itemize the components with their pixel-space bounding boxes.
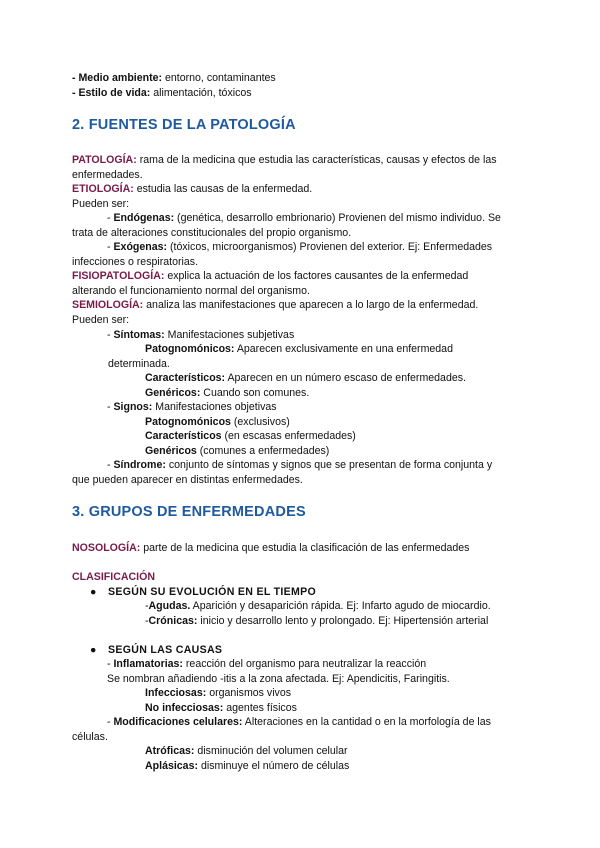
signos-genericos: [145, 444, 329, 458]
text: parte de la medicina que estudia la clasificación de las enfermedades: [140, 542, 470, 554]
sindrome-item-cont: que pueden aparecer en distintas enfermedades.: [72, 474, 303, 486]
label: Infecciosas:: [145, 687, 207, 699]
term: ETIOLOGÍA:: [72, 183, 134, 195]
dash: -: [107, 459, 114, 471]
label: Genéricos:: [145, 387, 201, 399]
term: FISIOPATOLOGÍA:: [72, 270, 165, 282]
dash: -: [107, 401, 114, 413]
dash: -: [107, 241, 114, 253]
intro-line-medio-ambiente: [72, 71, 276, 85]
text: Alteraciones en la cantidad o en la morfología de las: [242, 716, 491, 728]
sintomas-patognomonicos: [145, 342, 453, 356]
sindrome-item: [107, 458, 492, 472]
no-infecciosas-item: [145, 701, 297, 715]
fisiopatologia-definition-cont: alterando el funcionamiento normal del organismo.: [72, 285, 310, 297]
term: NOSOLOGÍA:: [72, 542, 141, 554]
label: Síndrome:: [113, 459, 166, 471]
text: analiza las manifestaciones que aparecen a lo largo de la enfermedad.: [143, 299, 479, 311]
label: - Medio ambiente:: [72, 72, 163, 84]
agudas-item: [145, 599, 491, 613]
intro-line-estilo-vida: [72, 86, 252, 100]
label: Síntomas:: [113, 329, 165, 341]
text: conjunto de síntomas y signos que se presentan de forma conjunta y: [165, 459, 493, 471]
text: alimentación, tóxicos: [150, 87, 252, 99]
label: Aplásicas:: [145, 760, 198, 772]
label: Endógenas:: [113, 212, 175, 224]
fisiopatologia-definition: [72, 269, 468, 283]
exogenas-item: [107, 240, 492, 254]
patologia-definition-cont: enfermedades.: [72, 169, 143, 181]
text: disminución del volumen celular: [194, 745, 348, 757]
text: Aparición y desaparición rápida. Ej: Infarto agudo de miocardio.: [190, 600, 491, 612]
text: Manifestaciones objetivas: [152, 401, 277, 413]
text: inicio y desarrollo lento y prolongado. Ej: Hipertensión arterial: [197, 615, 489, 627]
endogenas-item-cont: trata de alteraciones constitucionales del propio organismo.: [72, 227, 352, 239]
pueden-ser-label: Pueden ser:: [72, 198, 130, 210]
cronicas-item: [145, 614, 488, 628]
text: (en escasas enfermedades): [221, 430, 356, 442]
dash: -: [107, 716, 114, 728]
nosologia-definition: [72, 541, 469, 555]
sintomas-genericos: [145, 386, 309, 400]
text: agentes físicos: [223, 702, 297, 714]
signos-item: [107, 400, 277, 414]
inflamatorias-item-cont: Se nombran añadiendo -itis a la zona afectada. Ej: Apendicitis, Faringitis.: [107, 673, 450, 685]
signos-patognomonicos: [145, 415, 290, 429]
section-3-heading: 3. GRUPOS DE ENFERMEDADES: [72, 504, 306, 520]
label: Crónicas:: [148, 615, 198, 627]
text: (tóxicos, microorganismos) Provienen del exterior. Ej: Enfermedades: [167, 241, 493, 253]
infecciosas-item: [145, 686, 291, 700]
label: Exógenas:: [113, 241, 168, 253]
modificaciones-item: [107, 715, 491, 729]
causas-heading: SEGÚN LAS CAUSAS: [108, 644, 223, 656]
label: Característicos: [145, 430, 222, 442]
text: Cuando son comunes.: [200, 387, 310, 399]
term: SEMIOLOGÍA:: [72, 299, 144, 311]
dash: -: [107, 658, 114, 670]
label: - Estilo de vida:: [72, 87, 151, 99]
evolucion-heading: SEGÚN SU EVOLUCIÓN EN EL TIEMPO: [108, 586, 317, 598]
inflamatorias-item: [107, 657, 426, 671]
section-2-heading: 2. FUENTES DE LA PATOLOGÍA: [72, 117, 296, 133]
text: Aparecen exclusivamente en una enfermedad: [234, 343, 453, 355]
label: Modificaciones celulares:: [113, 716, 243, 728]
text: organismos vivos: [206, 687, 292, 699]
label: No infecciosas:: [145, 702, 224, 714]
pueden-ser-label-2: Pueden ser:: [72, 314, 130, 326]
signos-caracteristicos: [145, 429, 356, 443]
label: Patognomónicos:: [145, 343, 235, 355]
semiologia-definition: [72, 298, 478, 312]
atroficas-item: [145, 744, 348, 758]
endogenas-item: [107, 211, 501, 225]
etiologia-definition: [72, 182, 312, 196]
dash: -: [145, 615, 149, 627]
patologia-definition: [72, 153, 497, 167]
clasificacion-heading: CLASIFICACIÓN: [72, 571, 155, 583]
dash: -: [145, 600, 149, 612]
label: Genéricos: [145, 445, 197, 457]
exogenas-item-cont: infecciones o respiratorias.: [72, 256, 199, 268]
aplasicas-item: [145, 759, 349, 773]
text: disminuye el número de células: [198, 760, 350, 772]
text: (exclusivos): [230, 416, 290, 428]
modificaciones-item-cont: células.: [72, 731, 108, 743]
label: Signos:: [113, 401, 153, 413]
text: (genética, desarrollo embrionario) Provienen del mismo individuo. Se: [174, 212, 501, 224]
label: Agudas.: [148, 600, 191, 612]
sintomas-caracteristicos: [145, 371, 466, 385]
bullet-icon: ●: [90, 586, 97, 598]
text: explica la actuación de los factores causantes de la enfermedad: [164, 270, 469, 282]
sintomas-patognomonicos-cont: determinada.: [108, 358, 170, 370]
bullet-icon: ●: [90, 644, 97, 656]
dash: -: [107, 329, 114, 341]
label: Inflamatorias:: [113, 658, 183, 670]
text: rama de la medicina que estudia las características, causas y efectos de las: [136, 154, 497, 166]
sintomas-item: [107, 328, 294, 342]
text: Aparecen en un número escaso de enfermedades.: [225, 372, 466, 384]
label: Característicos:: [145, 372, 226, 384]
label: Atróficas:: [145, 745, 195, 757]
text: (comunes a enfermedades): [196, 445, 330, 457]
term: PATOLOGÍA:: [72, 154, 137, 166]
text: entorno, contaminantes: [162, 72, 276, 84]
text: reacción del organismo para neutralizar la reacción: [182, 658, 427, 670]
text: Manifestaciones subjetivas: [164, 329, 295, 341]
text: estudia las causas de la enfermedad.: [133, 183, 313, 195]
dash: -: [107, 212, 114, 224]
label: Patognomónicos: [145, 416, 231, 428]
